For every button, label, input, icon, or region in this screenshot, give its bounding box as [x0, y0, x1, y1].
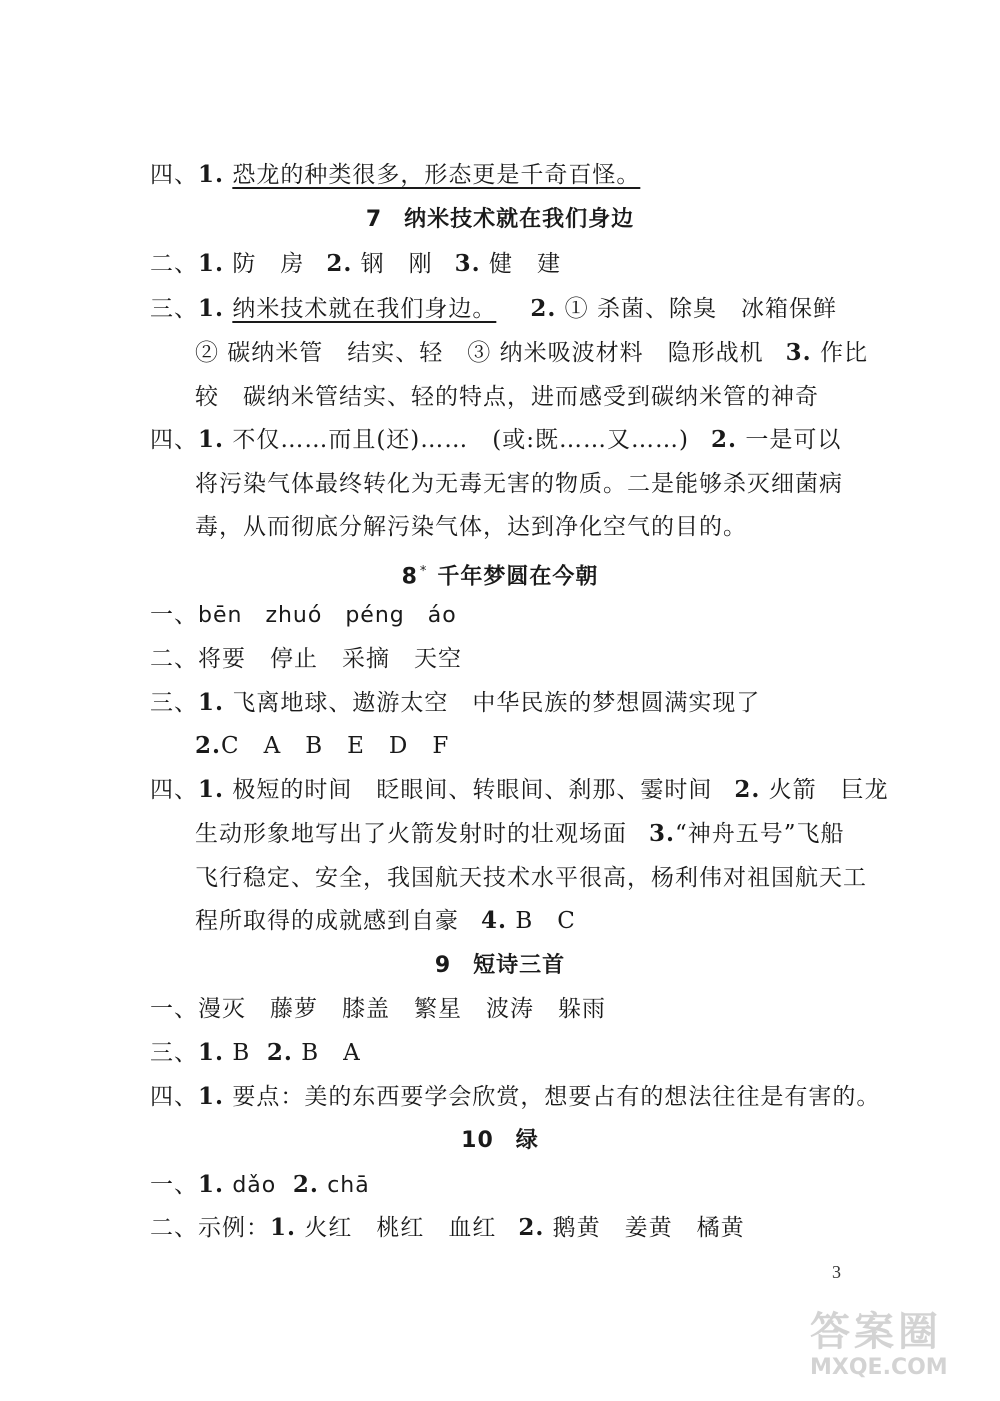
section-number: 10	[461, 1128, 494, 1153]
answer-line	[195, 731, 449, 761]
section-title: 千年梦圆在今朝	[437, 564, 599, 590]
answer-line	[150, 1170, 370, 1201]
answer-text: 飞行稳定、安全，我国航天技术水平很高，杨利伟对祖国航天工	[195, 865, 867, 891]
item-number: 1.	[198, 1171, 225, 1198]
answer-text: C A B E D F	[221, 733, 450, 759]
item-number: 1.	[198, 295, 225, 322]
answer-line	[150, 644, 462, 674]
answer-text: 火箭 巨龙	[768, 777, 889, 803]
answer-text: B	[232, 1040, 251, 1066]
answer-line	[150, 1082, 880, 1112]
answer-text: 健 建	[488, 251, 561, 277]
question-label: 一、	[150, 1172, 198, 1198]
answer-text: 钢 刚	[360, 251, 433, 277]
answer-text: 极短的时间 眨眼间、转眼间、刹那、霎时间	[232, 777, 713, 803]
item-number: 1.	[270, 1214, 297, 1241]
item-number: 1.	[198, 161, 225, 188]
watermark-logo	[810, 1300, 990, 1390]
answer-text: 一是可以	[745, 427, 842, 453]
example-prefix: 示例：	[198, 1215, 270, 1241]
question-label: 二、	[150, 646, 198, 672]
item-number: 1.	[198, 250, 225, 277]
item-number: 2.	[518, 1214, 545, 1241]
answer-line	[195, 512, 747, 542]
answer-text: 将污染气体最终转化为无毒无害的物质。二是能够杀灭细菌病	[195, 471, 843, 497]
answer-text: 程所取得的成就感到自豪	[195, 908, 459, 934]
answer-line	[150, 775, 889, 805]
answer-text: 火红 桃红 血红	[304, 1215, 497, 1241]
section-heading	[0, 557, 1000, 592]
question-label: 一、	[150, 996, 198, 1022]
answer-text: 防 房	[232, 251, 305, 277]
section-number: 8	[401, 564, 418, 590]
section-title: 短诗三首	[473, 953, 566, 978]
question-label: 三、	[150, 690, 198, 716]
answer-line	[150, 1213, 745, 1243]
answer-line	[195, 338, 868, 368]
item-number: 2.	[195, 732, 222, 759]
section-number: 9	[434, 953, 452, 978]
section-number: 7	[365, 207, 383, 232]
answer-text: ② 碳纳米管 结实、轻 ③ 纳米吸波材料 隐形战机	[195, 340, 764, 366]
answer-text: 鹅黄 姜黄 橘黄	[552, 1215, 745, 1241]
answer-text: 纳米技术就在我们身边。	[232, 296, 497, 322]
answer-text: bēn zhuó péng áo	[198, 603, 457, 628]
answer-line	[150, 249, 561, 279]
answer-text: B C	[515, 908, 576, 934]
answer-line	[150, 1038, 361, 1068]
answer-text: 恐龙的种类很多，形态更是千奇百怪。	[232, 162, 641, 188]
page-number: 3	[832, 1262, 841, 1282]
answer-text: 生动形象地写出了火箭发射时的壮观场面	[195, 821, 627, 847]
item-number: 3.	[454, 250, 481, 277]
question-label: 四、	[150, 1084, 198, 1110]
item-number: 3.	[785, 339, 812, 366]
section-heading	[0, 1126, 1000, 1156]
answer-line	[150, 688, 760, 718]
answer-text: dǎo	[232, 1173, 277, 1198]
item-number: 1.	[198, 776, 225, 803]
answer-line	[195, 469, 843, 499]
item-number: 2.	[292, 1171, 319, 1198]
answer-line	[195, 819, 845, 849]
item-number: 2.	[326, 250, 353, 277]
answer-text: chā	[327, 1173, 370, 1198]
question-label: 三、	[150, 1040, 198, 1066]
answer-line	[195, 863, 867, 893]
answer-text: “神舟五号”飞船	[675, 821, 845, 847]
answer-text: 飞离地球、遨游太空 中华民族的梦想圆满实现了	[232, 690, 761, 716]
watermark-bottom: MXQE.COM	[810, 1355, 948, 1380]
watermark-top: 答案圈	[810, 1309, 942, 1355]
question-label: 二、	[150, 251, 198, 277]
answer-text: 较 碳纳米管结实、轻的特点，进而感受到碳纳米管的神奇	[195, 384, 819, 410]
section-heading	[0, 951, 1000, 981]
question-label: 三、	[150, 296, 198, 322]
section-heading	[0, 205, 1000, 235]
answer-text: 要点：美的东西要学会欣赏，想要占有的想法往往是有害的。	[232, 1084, 881, 1110]
answer-line	[150, 600, 457, 631]
item-number: 1.	[198, 1039, 225, 1066]
item-number: 4.	[481, 907, 508, 934]
answer-line	[195, 906, 576, 936]
item-number: 1.	[198, 689, 225, 716]
question-label: 一、	[150, 602, 198, 628]
question-label: 四、	[150, 427, 198, 453]
section-title: 纳米技术就在我们身边	[404, 207, 635, 232]
answer-line	[150, 994, 606, 1024]
question-label: 四、	[150, 777, 198, 803]
answer-text: B A	[301, 1040, 361, 1066]
optional-mark: *	[419, 564, 428, 579]
answer-text: 作比	[819, 340, 868, 366]
question-label: 四、	[150, 162, 198, 188]
answer-line	[150, 160, 640, 190]
item-number: 2.	[530, 295, 557, 322]
question-label: 二、	[150, 1215, 198, 1241]
answer-text: 不仅……而且(还)…… (或:既……又……)	[232, 427, 689, 453]
section-title: 绿	[515, 1128, 539, 1153]
answer-text: 毒，从而彻底分解污染气体，达到净化空气的目的。	[195, 514, 747, 540]
answer-text: ① 杀菌、除臭 冰箱保鲜	[564, 296, 837, 322]
answer-line	[150, 425, 841, 455]
answer-line	[195, 382, 819, 412]
answer-text: 漫灭 藤萝 膝盖 繁星 波涛 躲雨	[198, 996, 606, 1022]
answer-line	[150, 294, 837, 324]
item-number: 3.	[649, 820, 676, 847]
item-number: 2.	[734, 776, 761, 803]
answer-text: 将要 停止 采摘 天空	[198, 646, 462, 672]
item-number: 2.	[710, 426, 737, 453]
item-number: 1.	[198, 426, 225, 453]
item-number: 1.	[198, 1083, 225, 1110]
item-number: 2.	[266, 1039, 293, 1066]
